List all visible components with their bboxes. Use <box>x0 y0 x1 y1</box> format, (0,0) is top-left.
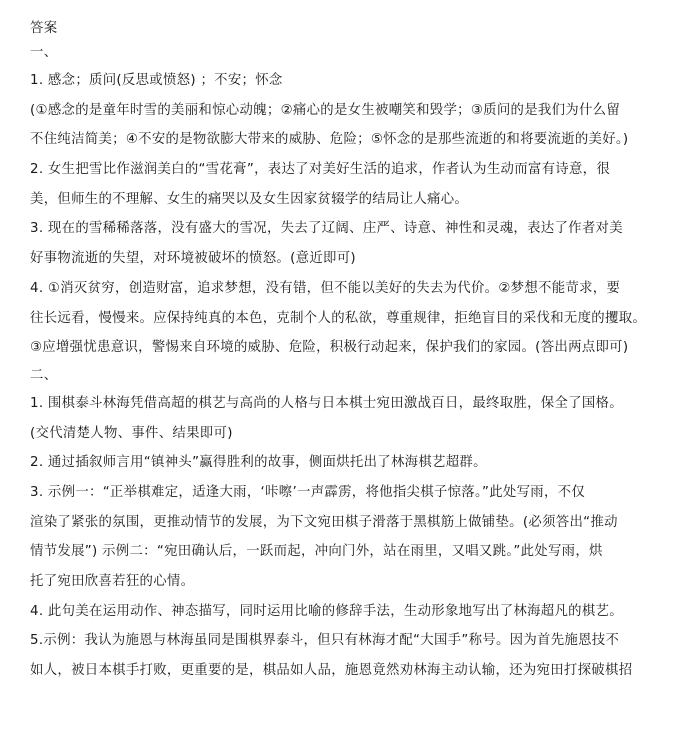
answer-line: 托了宛田欣喜若狂的心情。 <box>30 574 195 589</box>
answer-line: 4. 此句美在运用动作、神态描写，同时运用比喻的修辞手法，生动形象地写出了林海超凡的棋艺。 <box>30 603 623 619</box>
answer-document <box>30 18 648 686</box>
section-one-heading: 一、 <box>30 45 58 60</box>
answer-line: 不住纯洁简美；④不安的是物欲膨大带来的威胁、危险；⑤怀念的是那些流逝的和将要流逝的美好。) <box>30 132 629 148</box>
answer-line: 如人，被日本棋手打败，更重要的是，棋品如人品，施恩竟然劝林海主动认输，还为宛田打探破棋招 <box>30 663 633 679</box>
answer-line: 3. 示例一：“正举棋难定，适逢大雨，‘咔嚓’一声霹雳，将他指尖棋子惊落。”此处写雨，不仅 <box>30 484 586 500</box>
answer-line: 1. 围棋泰斗林海凭借高超的棋艺与高尚的人格与日本棋士宛田激战百日，最终取胜，保全了国格。 <box>30 395 623 411</box>
answer-line: 渲染了紧张的氛围，更推动情节的发展，为下文宛田棋子滑落于黑棋筋上做铺垫。(必须答出“推动 <box>30 514 618 530</box>
answer-line: (①感念的是童年时雪的美丽和惊心动魄；②痛心的是女生被嘲笑和毁学；③质问的是我们为什么留 <box>30 102 621 118</box>
answer-line: 4. ①消灭贫穷，创造财富，追求梦想，没有错，但不能以美好的失去为代价。②梦想不能苛求，要 <box>30 280 621 296</box>
section-two-heading: 二、 <box>30 367 58 383</box>
answer-line: 2. 通过插叙师言用“镇神头”赢得胜利的故事，侧面烘托出了林海棋艺超群。 <box>30 455 487 471</box>
answer-line: 情节发展”) 示例二：“宛田确认后，一跃而起，冲向门外，站在雨里，又唱又跳。”此处写雨，烘 <box>30 544 603 560</box>
answer-line: 1. 感念；质问(反思或愤怒) ；不安；怀念 <box>30 73 283 88</box>
answer-line: 5.示例：我认为施恩与林海虽同是围棋界泰斗，但只有林海才配“大国手”称号。因为首先施恩技不 <box>30 633 620 649</box>
answer-line: 3. 现在的雪稀稀落落，没有盛大的雪况，失去了辽阔、庄严、诗意、神性和灵魂，表达了作者对美 <box>30 221 623 237</box>
page-title: 答案 <box>30 21 58 36</box>
answer-line: 好事物流逝的失望，对环境被破坏的愤怒。(意近即可) <box>30 251 356 267</box>
answer-line: 2. 女生把雪比作滋润美白的“雪花膏”，表达了对美好生活的追求，作者认为生动而富有诗意，很 <box>30 162 611 178</box>
answer-line: ③应增强忧患意识，警惕来自环境的威胁、危险，积极行动起来，保护我们的家园。(答出两点即可) <box>30 340 629 356</box>
answer-line: 美，但师生的不理解、女生的痛哭以及女生因家贫辍学的结局让人痛心。 <box>30 191 469 207</box>
answer-line: (交代清楚人物、事件、结果即可) <box>30 425 233 441</box>
answer-line: 往长远看，慢慢来。应保持纯真的本色，克制个人的私欲，尊重规律，拒绝盲目的采伐和无度的攫取。 <box>30 310 647 326</box>
